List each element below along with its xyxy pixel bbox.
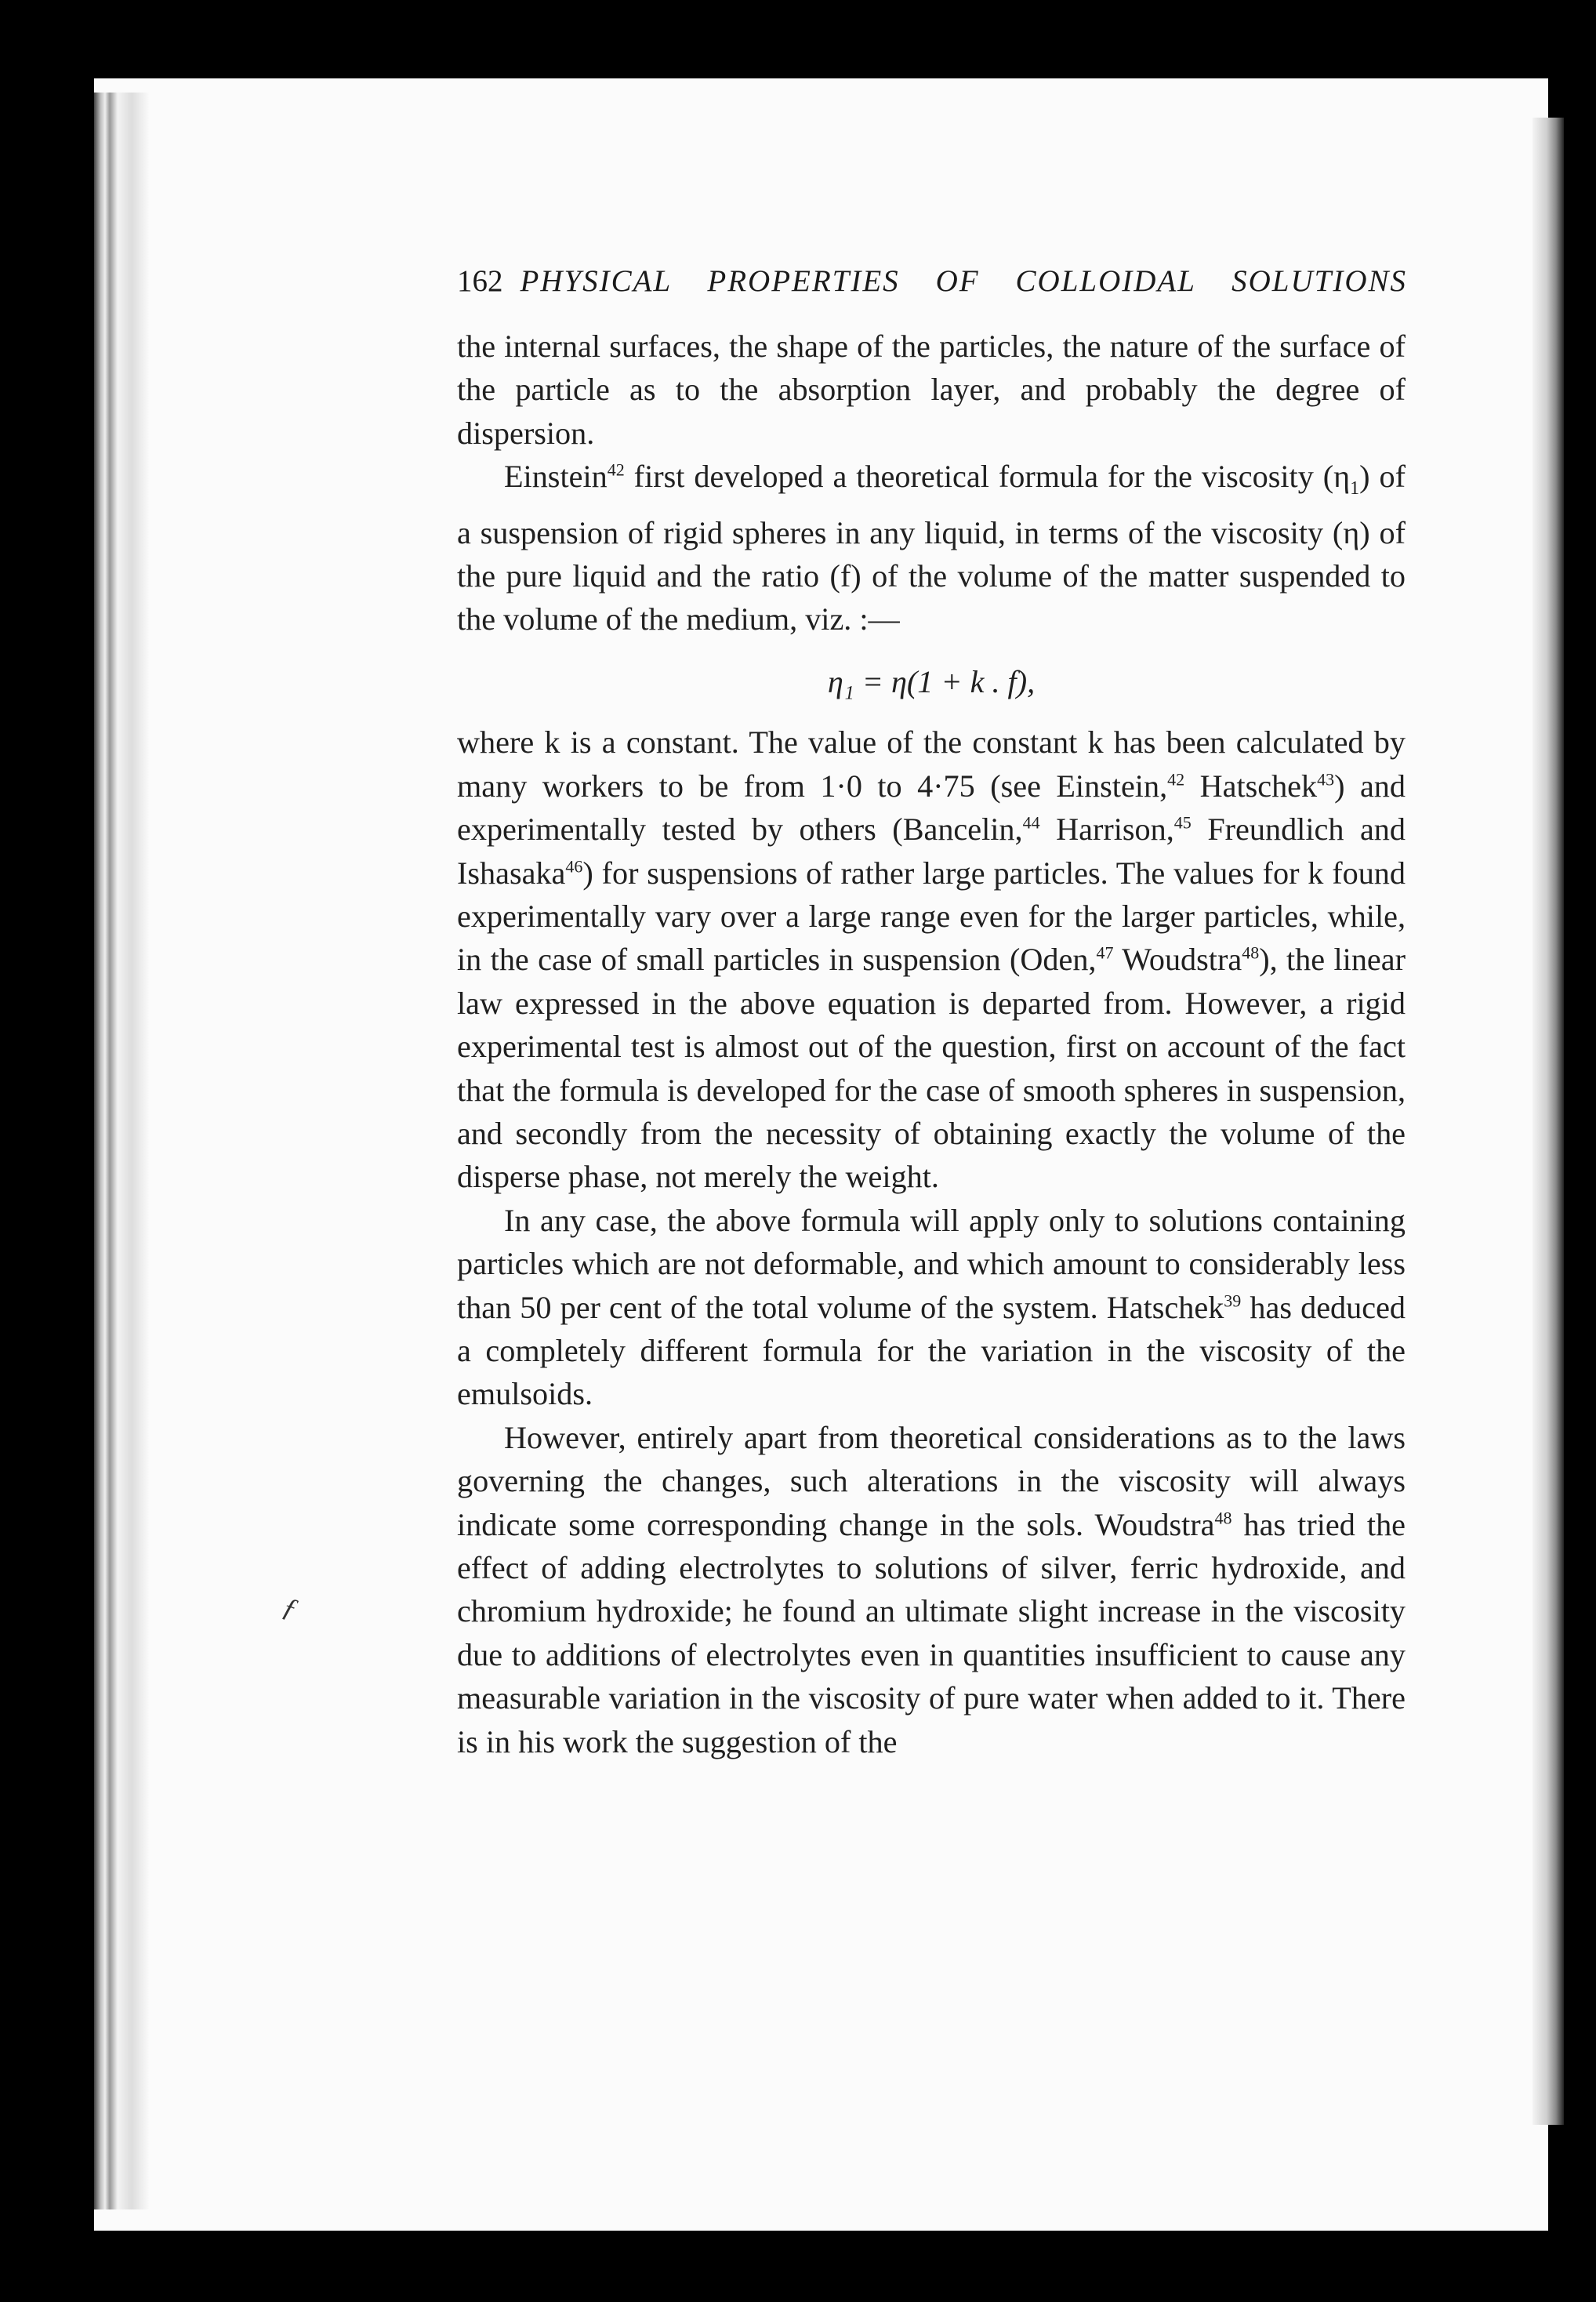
running-title: PHYSICAL PROPERTIES OF COLLOIDAL SOLUTIONS: [520, 264, 1407, 298]
page-body: [457, 325, 1406, 1763]
paragraph-2: Einstein$^{42}$ first developed a theoretical formula for the viscosity $(\eta_1)$ of a suspension of rigid spheres in any liquid, in terms of the viscosity (η) of the pure liquid and the ratio (f) of the volume of the matter suspended to the volume of the medium, viz. :—: [457, 459, 1406, 637]
paragraph-5: However, entirely apart from theoretical considerations as to the laws governing the changes, such alterations in the viscosity will always indicate some corresponding change in the sols. Woudstra$^{48}$ has tried the effect of adding electrolytes to solutions of silver, ferric hydroxide, and chromium hydroxide; he found an ultimate slight increase in the viscosity due to additions of electrolytes even in quantities insufficient to cause any measurable variation in the viscosity of pure water when added to it. There is in his work the suggestion of the: [457, 1419, 1406, 1759]
reference-42: 42: [607, 459, 625, 480]
page-number: 162: [457, 264, 503, 298]
paragraph-4: In any case, the above formula will apply only to solutions containing particles which are not deformable, and which amount to considerably less than 50 per cent of the total volume of the system. Hatschek$^{39}$ has deduced a completely different formula for the variation in the viscosity of the emulsoids.: [457, 1202, 1406, 1412]
page-stack-edge-right: [1533, 118, 1564, 2125]
paragraph-3: where k is a constant. The value of the constant k has been calculated by many workers to be from 1·0 to 4·75 (see Einstein,$^{42}$ Hatschek$^{43}$) and experimentally tested by others (Bancelin,$^{44}$ Harrison,$^{45}$ Freundlich and Ishasaka$^{46}$) for suspensions of rather large particles. The values for k found experimentally vary over a large range even for the larger particles, while, in the case of small particles in suspension (Oden,$^{47}$ Woudstra$^{48}$), the linear law expressed in the above equation is departed from. However, a rigid experimental test is almost out of the question, first on account of the fact that the formula is developed for the case of smooth spheres in suspension, and secondly from the necessity of obtaining exactly the volume of the disperse phase, not merely the weight.: [457, 724, 1406, 1195]
margin-ink-mark: ƒ: [278, 1590, 303, 1625]
paragraph-1: the internal surfaces, the shape of the particles, the nature of the surface of the particle as to the absorption layer, and probably the degree of dispersion.: [457, 329, 1406, 451]
viscosity-equation: η₁ = η(1 + k . f),: [827, 663, 1036, 699]
running-header: [457, 263, 1407, 310]
page-stack-edge-left: [94, 93, 149, 2209]
